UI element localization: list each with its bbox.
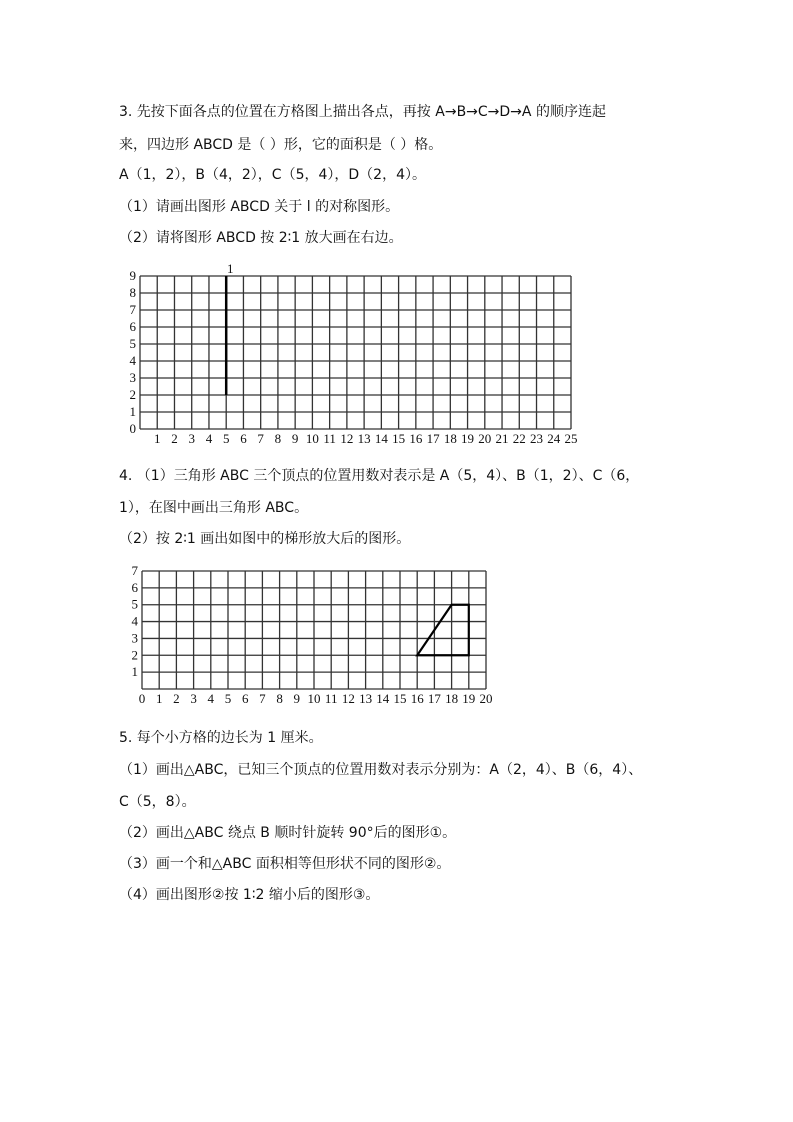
y-tick-label: 7: [129, 302, 136, 317]
x-tick-label: 5: [222, 431, 230, 446]
x-tick-label: 11: [323, 431, 336, 446]
x-tick-label: 4: [205, 431, 213, 446]
x-tick-label: 7: [259, 691, 266, 706]
q3-line-2: 来，四边形 ABCD 是（ ）形，它的面积是（ ）格。: [119, 137, 443, 153]
x-tick-label: 19: [461, 431, 475, 446]
q5-sub-1a: （1）画出△ABC，已知三个顶点的位置用数对表示分别为：A（2，4）、B（6，4）、: [119, 762, 643, 778]
x-tick-label: 16: [409, 431, 423, 446]
x-tick-label: 18: [443, 431, 457, 446]
q5-sub-1b: C（5，8）。: [119, 794, 196, 810]
x-tick-label: 23: [530, 431, 544, 446]
x-tick-label: 3: [188, 431, 195, 446]
axis-line-label: 1: [226, 261, 234, 276]
q4-sub-2: （2）按 2∶1 画出如图中的梯形放大后的图形。: [119, 531, 411, 547]
y-tick-label: 3: [129, 370, 136, 385]
x-tick-label: 11: [324, 691, 338, 706]
y-tick-label: 3: [131, 630, 138, 646]
x-tick-label: 5: [224, 691, 232, 706]
y-tick-label: 8: [129, 285, 136, 300]
q4-line-1: 4. （1）三角形 ABC 三个顶点的位置用数对表示是 A（5，4）、B（1，2）、C（6，: [119, 468, 640, 484]
x-tick-label: 24: [547, 431, 561, 446]
x-tick-label: 10: [307, 691, 321, 706]
y-tick-label: 1: [131, 664, 138, 680]
x-tick-label: 14: [376, 691, 390, 706]
q5-sub-4: （4）画出图形②按 1∶2 缩小后的图形③。: [119, 887, 380, 903]
x-tick-label: 9: [291, 431, 299, 446]
x-tick-label: 22: [512, 431, 526, 446]
x-tick-label: 6: [240, 431, 247, 446]
x-tick-label: 8: [276, 691, 283, 706]
y-tick-label: 2: [131, 647, 138, 663]
x-tick-label: 19: [462, 691, 476, 706]
x-tick-label: 9: [293, 691, 301, 706]
q5-sub-3: （3）画一个和△ABC 面积相等但形状不同的图形②。: [119, 856, 451, 872]
y-tick-label: 5: [131, 596, 138, 612]
x-tick-label: 10: [305, 431, 319, 446]
x-tick-label: 15: [393, 691, 407, 706]
x-tick-label: 14: [374, 431, 388, 446]
x-tick-label: 13: [359, 691, 373, 706]
x-tick-label: 17: [426, 431, 440, 446]
y-tick-label: 2: [129, 387, 136, 402]
x-tick-label: 13: [357, 431, 371, 446]
x-tick-label: 8: [274, 431, 282, 446]
x-tick-label: 16: [410, 691, 424, 706]
x-tick-label: 18: [445, 691, 459, 706]
x-tick-label: 7: [257, 431, 264, 446]
x-tick-label: 21: [495, 431, 509, 446]
x-tick-label: 4: [207, 691, 215, 706]
q4-line-2: 1），在图中画出三角形 ABC。: [119, 500, 309, 516]
x-tick-label: 3: [190, 691, 197, 706]
y-tick-label: 1: [129, 404, 136, 419]
x-tick-label: 20: [479, 691, 493, 706]
grid-q4: [132, 563, 493, 706]
x-tick-label: 17: [427, 691, 441, 706]
y-tick-label: 0: [129, 421, 136, 436]
q3-line-1: 3. 先按下面各点的位置在方格图上描出各点，再按 A→B→C→D→A 的顺序连起: [119, 104, 606, 120]
x-tick-label: 12: [340, 431, 354, 446]
q3-sub-2: （2）请将图形 ABCD 按 2∶1 放大画在右边。: [119, 230, 403, 246]
x-tick-label: 2: [173, 691, 180, 706]
q3-points: A（1，2），B（4，2），C（5，4），D（2，4）。: [119, 167, 426, 183]
trapezoid-shape: [417, 605, 469, 656]
x-tick-label: 1: [155, 691, 163, 706]
y-tick-label: 6: [131, 579, 138, 595]
x-tick-label: 0: [138, 691, 146, 706]
x-tick-label: 12: [341, 691, 355, 706]
y-tick-label: 9: [129, 268, 136, 283]
q5-sub-2: （2）画出△ABC 绕点 B 顺时针旋转 90°后的图形①。: [119, 825, 457, 841]
x-tick-label: 25: [564, 431, 578, 446]
q5-line-1: 5. 每个小方格的边长为 1 厘米。: [119, 730, 323, 746]
x-tick-label: 15: [392, 431, 406, 446]
q3-sub-1: （1）请画出图形 ABCD 关于 l 的对称图形。: [119, 199, 400, 215]
y-tick-label: 7: [131, 563, 138, 578]
x-tick-label: 1: [153, 431, 161, 446]
x-tick-label: 20: [478, 431, 492, 446]
y-tick-label: 4: [131, 613, 138, 629]
x-tick-label: 6: [241, 691, 249, 706]
y-tick-label: 6: [129, 319, 136, 334]
y-tick-label: 5: [129, 336, 136, 351]
x-tick-label: 2: [171, 431, 178, 446]
grid-q3: [130, 261, 578, 446]
y-tick-label: 4: [129, 353, 136, 368]
